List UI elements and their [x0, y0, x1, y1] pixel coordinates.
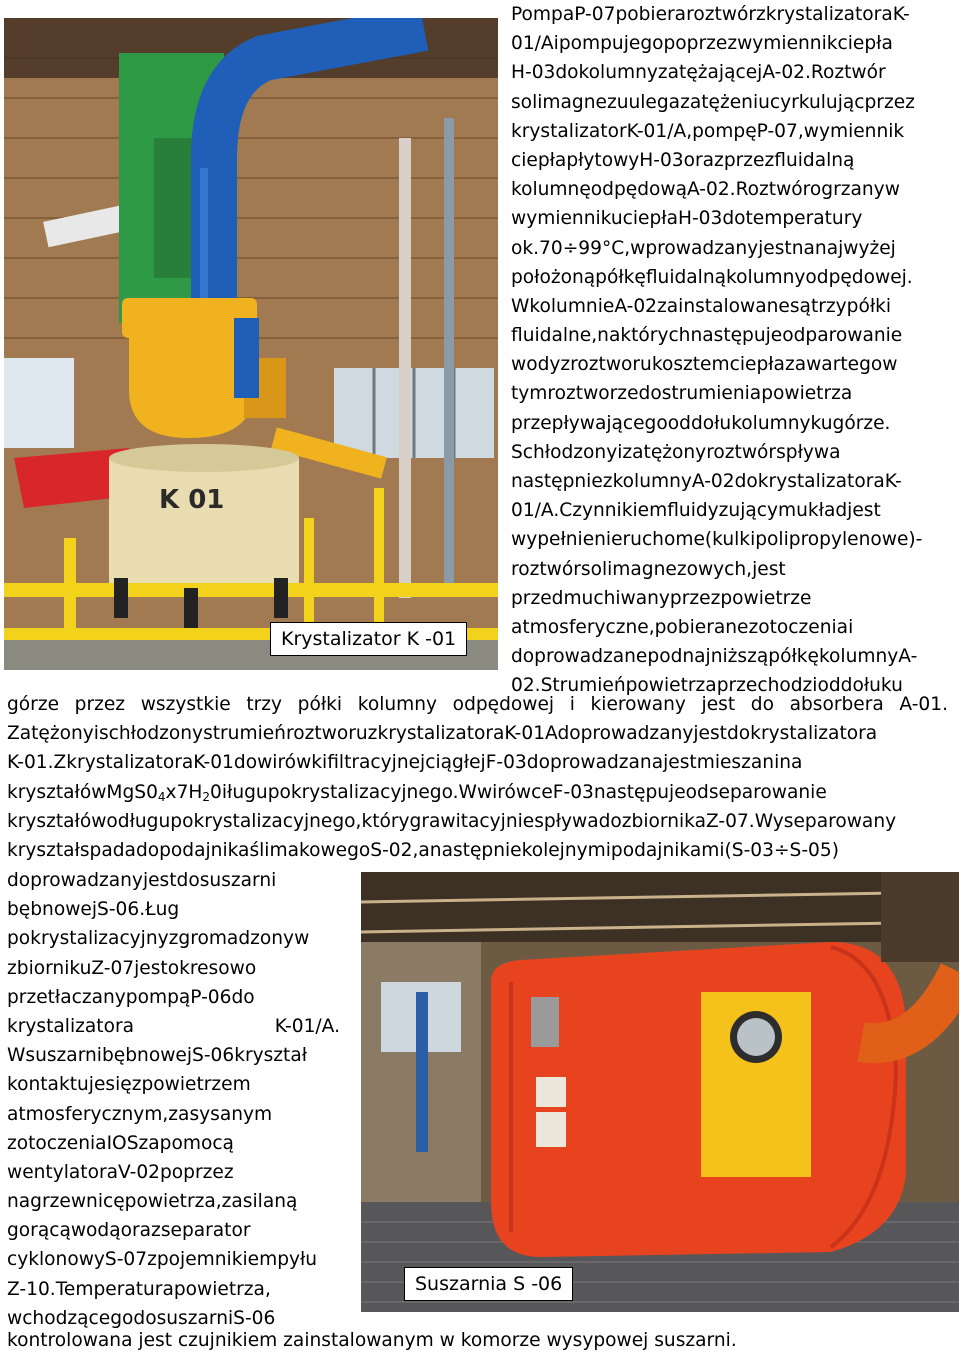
left-column-paragraph-line: przetłaczanypompąP-06do: [7, 986, 255, 1008]
full-width-paragraph-line: górze przez wszystkie trzy półki kolumny odpędowej i kierowany jest do absorbera A-01.: [7, 694, 948, 715]
full-width-paragraph-line: kryształspadadopodajnikaślimakowegoS-02,anastępniekolejnymipodajnikami(S-03÷S-05): [7, 839, 839, 861]
left-column-paragraph-line: pokrystalizacyjnyzgromadzonyw: [7, 928, 310, 950]
full-width-paragraph: [7, 690, 948, 865]
right-column-paragraph-line: położonąpółkęfluidalnąkolumnyodpędowej.: [511, 266, 913, 288]
left-column-paragraph-line: zbiornikuZ-07jestokresowo: [7, 957, 257, 979]
right-column-paragraph-line: wymiennikuciepłaH-03dotemperatury: [511, 208, 863, 230]
dryer-illustration: [361, 872, 959, 1312]
right-column-paragraph-line: wodyzroztworukosztemciepłazawartegow: [511, 354, 898, 376]
right-column-paragraph-line: doprowadzanepodnajniższąpółkękolumnyA-: [511, 646, 918, 668]
right-column-paragraph-line: 01/A.Czynnikiemfluidyzującymukładjest: [511, 500, 881, 522]
right-column-paragraph-line: przedmuchiwanyprzezpowietrze: [511, 587, 812, 609]
left-column-paragraph-line: cyklonowyS-07zpojemnikiempyłu: [7, 1249, 318, 1271]
right-column-paragraph-line: fluidalne,naktórychnastępujeodparowanie: [511, 325, 903, 347]
final-line: [7, 1326, 948, 1355]
tank-painted-label: K 01: [159, 485, 225, 515]
right-column-paragraph-line: 02.Strumieńpowietrzaprzechodzioddołuku: [511, 675, 903, 697]
right-column-paragraph-line: solimagnezuulegazatężeniucyrkulującprzez: [511, 91, 915, 113]
left-column-paragraph-line: atmosferycznym,zasysanym: [7, 1103, 273, 1125]
left-column-paragraph-line: doprowadzanyjestdosuszarni: [7, 870, 277, 891]
right-column-paragraph-line: Schłodzonyizatężonyroztwórspływa: [511, 441, 841, 463]
dryer-photo: [361, 872, 959, 1312]
right-column-paragraph-line: wypełnienieruchome(kulkipolipropylenowe)-: [511, 529, 923, 551]
dryer-caption: [404, 1267, 573, 1301]
final-line-text: kontrolowana jest czujnikiem zainstalowanym w komorze wysypowej suszarni.: [7, 1330, 737, 1351]
right-column-paragraph-line: roztwórsolimagnezowych,jest: [511, 558, 786, 580]
right-column-paragraph-line: ciepłapłytowyH-03orazprzezfluidalną: [511, 149, 855, 171]
left-column-paragraph: [7, 866, 340, 1333]
crystallizer-caption-text: Krystalizator K -01: [281, 628, 457, 650]
right-column-paragraph: [511, 0, 949, 701]
dryer-caption-text: Suszarnia S -06: [415, 1273, 563, 1295]
left-column-paragraph-line: Z-10.Temperaturapowietrza,: [7, 1278, 271, 1300]
left-column-paragraph-line: WsuszarnibębnowejS-06kryształ: [7, 1045, 308, 1067]
full-width-paragraph-line: K-01.ZkrystalizatoraK-01dowirówkifiltracyjnejciągłejF-03doprowadzanajestmieszanina: [7, 752, 803, 774]
full-width-paragraph-line: ZatężonyischłodzonystrumieńroztworuzkrystalizatoraK-01Adoprowadzanyjestdokrystalizatora: [7, 723, 878, 745]
left-column-paragraph-line: wchodzącegodosuszarniS-06: [7, 1307, 276, 1329]
left-column-paragraph-line: wentylatoraV-02poprzez: [7, 1161, 234, 1183]
left-column-paragraph-line: nagrzewnicępowietrza,zasilaną: [7, 1191, 298, 1213]
left-column-paragraph-line: zotoczeniaIOSzapomocą: [7, 1132, 234, 1154]
right-column-paragraph-line: H-03dokolumnyzatężającejA-02.Roztwór: [511, 62, 886, 84]
right-column-paragraph-line: tymroztworzedostrumieniapowietrza: [511, 383, 853, 405]
left-column-paragraph-line: bębnowejS-06.Ług: [7, 899, 180, 921]
right-column-paragraph-line: przepływającegooddołukolumnykugórze.: [511, 412, 891, 434]
right-column-paragraph-line: PompaP-07pobieraroztwórzkrystalizatoraK-: [511, 4, 910, 25]
crystallizer-photo: [4, 18, 498, 670]
left-column-paragraph-line: krystalizatora K-01/A.: [7, 1015, 340, 1037]
full-width-paragraph-line: kryształówodługupokrystalizacyjnego,którygrawitacyjniespływadozbiornikaZ-07.Wyseparowany: [7, 810, 897, 832]
right-column-paragraph-line: WkolumnieA-02zainstalowanesątrzypółki: [511, 295, 892, 317]
left-column-paragraph-line: gorącąwodąorazseparator: [7, 1220, 251, 1242]
right-column-paragraph-line: atmosferyczne,pobieranezotoczeniai: [511, 616, 854, 638]
right-column-paragraph-line: 01/Aipompujegopoprzezwymiennikciepła: [511, 33, 893, 55]
crystallizer-caption: [270, 622, 467, 656]
right-column-paragraph-line: kolumnęodpędowąA-02.Roztwórogrzanyw: [511, 179, 900, 201]
right-column-paragraph-line: krystalizatorK-01/A,pompęP-07,wymiennik: [511, 120, 905, 142]
left-column-paragraph-line: kontaktujesięzpowietrzem: [7, 1074, 251, 1096]
crystallizer-illustration: [4, 18, 498, 670]
right-column-paragraph-line: następniezkolumnyA-02dokrystalizatoraK-: [511, 471, 902, 492]
full-width-paragraph-line: $kryształówMgS0_4x7H_20iługupokrystalizacyjnego.WwirówceF-03następujeodseparowanie$: [7, 781, 827, 804]
right-column-paragraph-line: ok.70÷99°C,wprowadzanyjestnanajwyżej: [511, 237, 896, 259]
